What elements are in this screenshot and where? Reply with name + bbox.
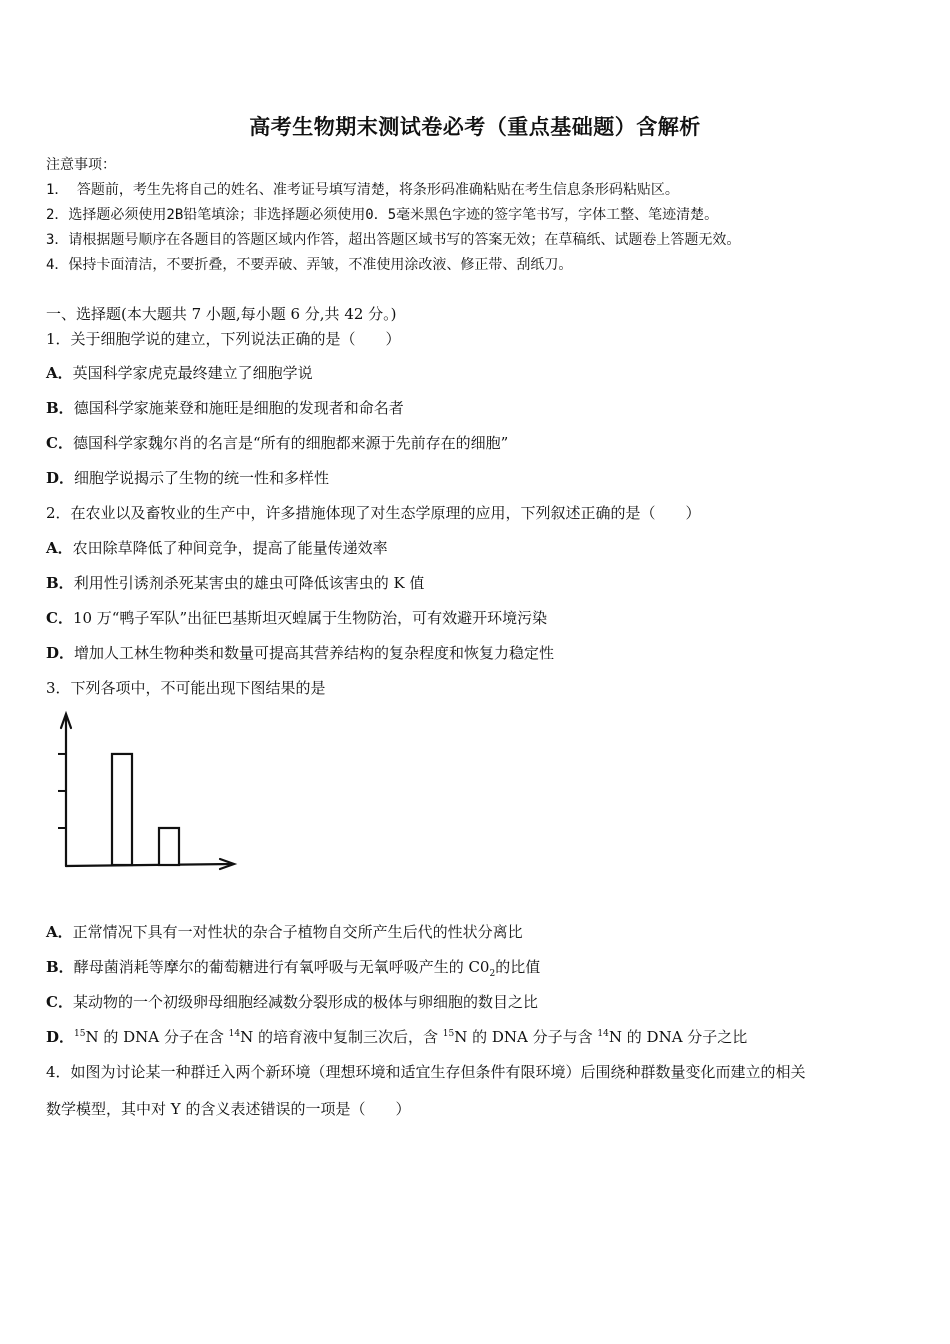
q2-option-d [46,642,554,663]
notice-item-4: 4．保持卡面清洁，不要折叠，不要弄破、弄皱，不准使用涂改液、修正带、刮纸刀。 [46,257,573,273]
option-text: 正常情况下具有一对性状的杂合子植物自交所产生后代的性状分离比 [72,923,523,941]
option-text-end: 的比值 [495,958,541,976]
q1-option-a [46,362,313,383]
option-text: N 的 DNA 分子在含 [85,1028,229,1046]
superscript: 15 [442,1029,455,1039]
option-letter: D． [46,644,75,662]
q2-option-a [46,537,388,558]
option-text: 农田除草降低了种间竞争，提高了能量传递效率 [72,539,388,557]
notice-item-3: 3．请根据题号顺序在各题目的答题区域内作答，超出答题区域书写的答案无效；在草稿纸、试题卷上答题无效。 [46,232,741,248]
q4-stem-line-1: 4．如图为讨论某一种群迁入两个新环境（理想环境和适宜生存但条件有限环境）后围绕种群数量变化而建立的相关 [46,1063,806,1081]
q2-option-c [46,607,547,628]
notice-heading: 注意事项： [46,157,116,173]
bar-chart [52,708,242,878]
q3-option-d [46,1026,747,1047]
option-text: 英国科学家虎克最终建立了细胞学说 [72,364,313,382]
q3-stem: 3．下列各项中，不可能出现下图结果的是 [46,679,326,697]
bar-1 [112,754,132,865]
option-text: 德国科学家魏尔肖的名言是“所有的细胞都来源于先前存在的细胞” [72,434,509,452]
option-text: 某动物的一个初级卵母细胞经减数分裂形成的极体与卵细胞的数目之比 [72,993,538,1011]
subscript: 2 [489,969,496,979]
q3-option-a [46,921,523,942]
option-letter: D． [46,1028,75,1046]
q2-stem: 2．在农业以及畜牧业的生产中，许多措施体现了对生态学原理的应用，下列叙述正确的是（ ） [46,504,701,522]
q2-option-b [46,572,424,593]
option-letter: A． [46,923,73,941]
option-text: N 的 DNA 分子与含 [454,1028,598,1046]
x-axis [66,864,232,866]
option-text: 德国科学家施莱登和施旺是细胞的发现者和命名者 [73,399,404,417]
option-letter: C． [46,993,73,1011]
option-text: 增加人工林生物种类和数量可提高其营养结构的复杂程度和恢复力稳定性 [74,644,555,662]
superscript: 14 [228,1029,241,1039]
superscript: 15 [74,1029,86,1039]
option-letter: C． [46,434,73,452]
q4-stem-line-2: 数学模型，其中对 Y 的含义表述错误的一项是（ ） [46,1100,411,1118]
q1-option-c [46,432,508,453]
option-text: 10 万“鸭子军队”出征巴基斯坦灭蝗属于生物防治，可有效避开环境污染 [72,609,548,627]
option-letter: A． [46,539,73,557]
q1-option-b [46,397,404,418]
option-letter: C． [46,609,73,627]
page-title: 高考生物期末测试卷必考（重点基础题）含解析 [249,115,701,139]
q1-option-d [46,467,329,488]
option-letter: B． [46,574,74,592]
option-letter: B． [46,399,74,417]
option-text: N 的培育液中复制三次后，含 [240,1028,443,1046]
option-letter: D． [46,469,75,487]
q3-option-c [46,991,538,1012]
option-text: 酵母菌消耗等摩尔的葡萄糖进行有氧呼吸与无氧呼吸产生的 C0 [73,958,490,976]
option-text: 利用性引诱剂杀死某害虫的雄虫可降低该害虫的 K 值 [73,574,425,592]
superscript: 14 [597,1029,609,1039]
notice-item-1: 1． 答题前，考生先将自己的姓名、准考证号填写清楚，将条形码准确粘贴在考生信息条形码粘贴区。 [46,182,679,198]
bar-2 [159,828,179,865]
option-letter: A． [46,364,73,382]
option-letter: B． [46,958,74,976]
option-text: 细胞学说揭示了生物的统一性和多样性 [74,469,330,487]
section-heading: 一、选择题(本大题共 7 小题,每小题 6 分,共 42 分。) [46,305,397,323]
bar-chart-figure [52,708,242,878]
option-text: N 的 DNA 分子之比 [608,1028,748,1046]
q1-stem: 1．关于细胞学说的建立，下列说法正确的是（ ） [46,330,401,348]
notice-item-2: 2．选择题必须使用2B铅笔填涂；非选择题必须使用0．5毫米黑色字迹的签字笔书写，字体工整、笔迹清楚。 [46,207,719,223]
q3-option-b [46,956,540,977]
